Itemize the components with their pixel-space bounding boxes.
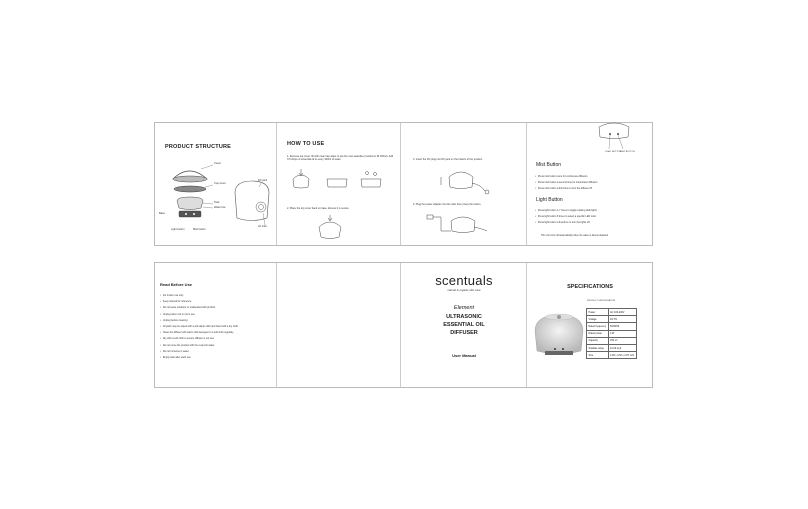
panel-product-structure	[155, 123, 276, 245]
read-item: • Clean the diffuser with warm mild detergent in a soft cloth regularly.	[160, 331, 272, 334]
table-row	[587, 330, 637, 337]
step3-illustration	[401, 163, 527, 203]
product-specification-subtitle: PRODUCT SPECIFICATION	[587, 300, 615, 302]
light-button-list	[535, 209, 598, 228]
spec-value: 3 W	[608, 330, 636, 337]
product-name-line1: ULTRASONIC	[446, 314, 482, 320]
user-manual-label: User Manual	[452, 353, 476, 358]
specifications-title: SPECIFICATIONS	[567, 284, 613, 290]
read-before-use-list	[160, 294, 272, 362]
brand-logo: scentuals	[435, 273, 493, 288]
auto-off-note: This unit turns off automatically when the water is almost depleted.	[541, 235, 609, 237]
light-item: • Press light button 1-7 times to toggle rotating LED lights.	[535, 209, 598, 212]
read-item: • All parts may be wiped with a soft damp cloth and dried with a dry cloth.	[160, 325, 272, 328]
mist-button-title: Mist Button	[536, 162, 562, 168]
label-water-line: Water line	[214, 206, 226, 209]
spec-key: Voltage	[587, 316, 609, 323]
how-to-use-step1: 1. Remove top cover, fill with clean tap water to top the max waterline (maximum fill 150ml). Add 3-5 drops of essential oil to every 100ml of water.	[287, 155, 394, 162]
label-tank: Tank	[214, 201, 220, 204]
label-light-button: Light button	[171, 228, 185, 231]
how-to-use-step4: 4. Plug the power adapter into the wall, then press the button.	[413, 203, 482, 206]
read-item: • Do not immerse in water.	[160, 350, 272, 353]
panel-buttons	[526, 123, 653, 245]
product-name-line2: ESSENTIAL OIL	[443, 322, 485, 328]
read-item: • Unplug before cleaning.	[160, 319, 272, 322]
label-air-inlet: Air inlet	[258, 225, 267, 228]
how-to-use-step2: 2. Place the top cover back on base. Ensure it is secure.	[287, 207, 350, 210]
table-row	[587, 337, 637, 344]
label-cup-cover: Cup cover	[214, 182, 226, 185]
mist-item: • Press mist button once for continuous diffusion.	[535, 175, 598, 178]
mist-item: • Press mist button a third time to turn the diffuser off.	[535, 187, 598, 190]
spec-key: Capacity	[587, 337, 609, 344]
mist-button-list	[535, 175, 598, 194]
panel-cover	[400, 263, 527, 387]
how-to-use-step3: 3. Insert the DC plug into DC jack on the bottom of the product.	[413, 158, 483, 161]
spec-key: Power	[587, 309, 609, 316]
spec-key: Suitable range	[587, 344, 609, 351]
label-cover: Cover	[214, 162, 221, 165]
light-button-title: Light Button	[536, 197, 563, 203]
light-item: • Press light button a final time to turn the lights off.	[535, 221, 598, 224]
panel-how-to-use	[276, 123, 401, 245]
diffuser-photo	[529, 307, 589, 367]
spec-value: 50/60HZ	[608, 323, 636, 330]
diagram-light-label: LIGHT BUTTON	[605, 151, 621, 153]
manual-sheet-top	[154, 122, 653, 246]
step2-illustration	[277, 215, 401, 245]
spec-key: Rated frequency	[587, 323, 609, 330]
table-row	[587, 323, 637, 330]
table-row	[587, 316, 637, 323]
spec-value: DC 5V	[608, 316, 636, 323]
spec-key: Size	[587, 352, 609, 359]
mist-item: • Press mist button a second time for intermittent diffusion.	[535, 181, 598, 184]
manual-sheet-bottom	[154, 262, 653, 388]
product-line: Element	[453, 305, 475, 311]
diagram-mist-label: MIST BUTTON	[620, 151, 635, 153]
table-row	[587, 309, 637, 316]
panel-blank	[276, 263, 401, 387]
read-item: • Do not move the product with the reservoir water.	[160, 344, 272, 347]
light-item: • Press light button 8 times to select a specific LED color.	[535, 215, 598, 218]
product-name-line3: DIFFUSER	[450, 330, 478, 336]
label-mist-button: Mist button	[193, 228, 206, 231]
read-item: • Empty tank after each use.	[160, 356, 272, 359]
brand-tagline: natural & organic skin care	[447, 288, 481, 292]
read-item: • Unplug when unit is not in use.	[160, 313, 272, 316]
buttons-diagram	[527, 123, 653, 163]
read-item: • Do not leave outdoors or unattended with product.	[160, 306, 272, 309]
product-structure-title: PRODUCT STRUCTURE	[165, 144, 232, 150]
table-row	[587, 344, 637, 351]
spec-table	[586, 308, 637, 359]
step4-illustration	[401, 211, 527, 241]
spec-key: Rated power	[587, 330, 609, 337]
spec-value: 4.48 x 4.52 x 2.87 inch	[608, 352, 636, 359]
read-item: • Keep manual for reference.	[160, 300, 272, 303]
panel-specifications	[526, 263, 653, 387]
read-item: • For indoor use only.	[160, 294, 272, 297]
how-to-use-title: HOW TO USE	[287, 141, 325, 147]
spec-value: AC 100-240V	[608, 309, 636, 316]
label-base: Base	[159, 212, 165, 215]
spec-value: 10-20 sq ft	[608, 344, 636, 351]
panel-plug-in	[400, 123, 527, 245]
panel-read-before-use	[155, 263, 276, 387]
table-row	[587, 352, 637, 359]
step1-illustrations	[277, 169, 401, 199]
read-item: • Dry with a soft cloth to ensure diffuser is not wet.	[160, 337, 272, 340]
label-dc-jack: DC jack	[258, 179, 268, 182]
read-before-use-title: Read Before Use	[160, 282, 193, 287]
spec-value: 150 ml	[608, 337, 636, 344]
